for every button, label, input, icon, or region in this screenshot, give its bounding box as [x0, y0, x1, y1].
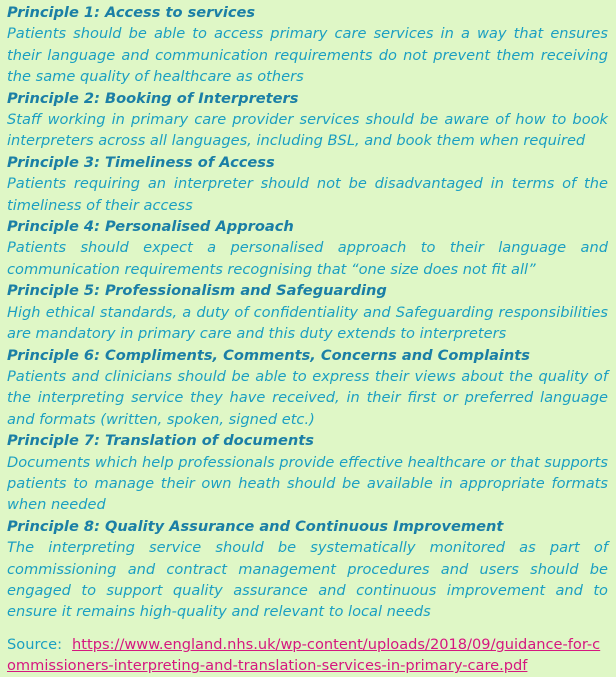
principle-title: Principle 7: Translation of documents	[7, 432, 314, 450]
principle-4	[7, 216, 608, 280]
principle-body: Patients should expect a personalised approach to their language and communication requirements recognising that “one size does not fit all”	[7, 239, 608, 278]
principle-1	[7, 2, 608, 88]
principle-title: Principle 1: Access to services	[7, 4, 256, 21]
principle-body: Documents which help professionals provide effective healthcare or that supports patients to manage their own heath should be available in appropriate formats when needed	[7, 453, 608, 514]
principle-body: Staff working in primary care provider services should be aware of how to book interpreters across all languages, including BSL, and book them when required	[7, 111, 608, 150]
principle-title: Principle 4: Personalised Approach	[7, 218, 294, 236]
principle-title: Principle 5: Professionalism and Safeguarding	[7, 282, 387, 300]
principle-8	[7, 516, 608, 623]
principle-title: Principle 2: Booking of Interpreters	[7, 89, 299, 107]
principle-body: Patients should be able to access primary care services in a way that ensures their language and communication requirements do not prevent them receiving the same quality of healthcare as others	[7, 25, 608, 86]
principle-body: Patients and clinicians should be able to express their views about the quality of the interpreting service they have received, in their first or preferred language and formats (written, spoken, signed etc.)	[7, 367, 608, 428]
principle-2	[7, 88, 608, 152]
principle-3	[7, 152, 608, 216]
principle-7	[7, 430, 608, 516]
principle-title: Principle 6: Compliments, Comments, Concerns and Complaints	[7, 346, 530, 364]
principle-5	[7, 280, 608, 344]
principle-title: Principle 8: Quality Assurance and Continuous Improvement	[7, 517, 504, 535]
principle-6	[7, 345, 608, 431]
principle-body: High ethical standards, a duty of confidentiality and Safeguarding responsibilities are mandatory in primary care and this duty extends to interpreters	[7, 303, 608, 343]
source-line	[7, 634, 608, 677]
source-link[interactable]: https://www.england.nhs.uk/wp-content/uploads/2018/09/guidance-for-commissioners-interpreting-and-translation-services-in-primary-care.pdf	[7, 635, 601, 675]
source-label: Source:	[7, 635, 63, 653]
principle-body: The interpreting service should be systematically monitored as part of commissioning and contract management procedures and users should be engaged to support quality assurance and continuous improvement and to ensure it remains high-quality and relevant to local needs	[7, 539, 608, 621]
principle-title: Principle 3: Timeliness of Access	[7, 153, 275, 171]
principle-body: Patients requiring an interpreter should not be disadvantaged in terms of the timeliness of their access	[7, 175, 608, 214]
